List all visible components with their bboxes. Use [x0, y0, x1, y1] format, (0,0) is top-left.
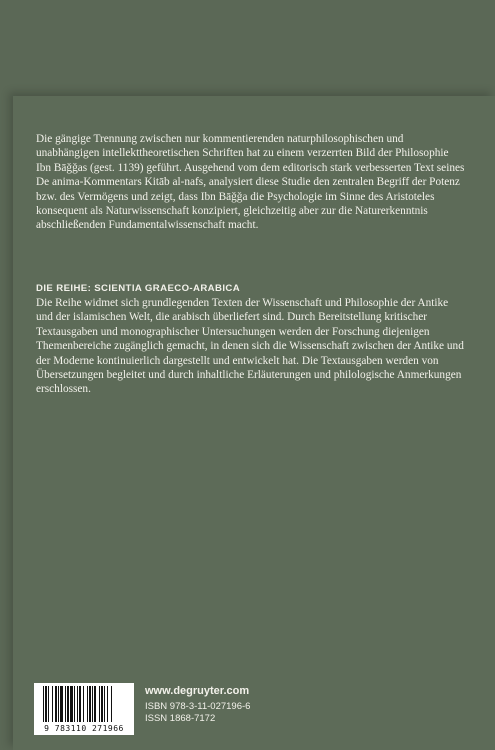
barcode-bar: [58, 686, 59, 722]
barcode-bar: [111, 686, 112, 722]
barcode-bar: [55, 686, 57, 722]
series-heading: DIE REIHE: SCIENTIA GRAECO-ARABICA: [36, 283, 241, 294]
barcode-bar: [107, 686, 108, 722]
isbn-barcode: [34, 683, 134, 735]
barcode-bar: [99, 686, 100, 722]
barcode-bar: [83, 686, 84, 722]
barcode-number: 9 783110 271966: [44, 724, 124, 733]
issn-text: ISSN 1868-7172: [145, 713, 216, 724]
barcode-bars: [43, 686, 127, 722]
barcode-bar: [45, 686, 47, 722]
barcode-bar: [74, 686, 75, 722]
barcode-bar: [79, 686, 81, 722]
barcode-bar: [70, 686, 73, 722]
barcode-bar: [52, 686, 53, 722]
book-blurb: Die gängige Trennung zwischen nur kommentierenden naturphilosophischen und unabhängigen intellekttheoretischen Schriften hat zu einem verzerrten Bild der Philosophie Ibn Bāǧǧas (gest. 1139) geführt. Ausgehend vom dem editorisch stark verbesserten Text seines De anima-Kommentars Kitāb al-nafs, analysiert diese Studie den zentralen Begriff der Potenz bzw. des Vermögens und zeigt, dass Ibn Bāǧǧa die Psychologie im Sinne des Aristoteles konsequent als Naturwissenschaft konzipiert, gleichzeitig aber zur die Naturerkenntnis abschließenden Fundamentalwissenschaft macht.: [36, 133, 465, 232]
barcode-bar: [92, 686, 93, 722]
barcode-bar: [65, 686, 66, 722]
publisher-url[interactable]: www.degruyter.com: [145, 685, 250, 697]
barcode-bar: [94, 686, 96, 722]
barcode-bar: [87, 686, 88, 722]
barcode-bar: [104, 686, 105, 722]
barcode-bar: [77, 686, 78, 722]
barcode-bar: [43, 686, 44, 722]
series-description: Die Reihe widmet sich grundlegenden Texten der Wissenschaft und Philosophie der Antike und der islamischen Welt, die arabisch überliefert sind. Durch Bereitstellung kritischer Textausgaben und monographischer Untersuchungen werden der Forschung diejenigen Themenbereiche zugänglich gemacht, in denen sich die Wissenschaft zwischen der Antike und der Moderne kontinuierlich dargestellt und entwickelt hat. Die Textausgaben werden von Übersetzungen begleitet und durch inhaltliche Erläuterungen und philologische Anmerkungen erschlossen.: [36, 297, 464, 396]
barcode-bar: [60, 686, 63, 722]
barcode-bar: [48, 686, 49, 722]
barcode-bar: [89, 686, 91, 722]
barcode-bar: [67, 686, 69, 722]
isbn-text: ISBN 978-3-11-027196-6: [145, 701, 251, 712]
barcode-bar: [101, 686, 103, 722]
publisher-info: [145, 684, 250, 725]
